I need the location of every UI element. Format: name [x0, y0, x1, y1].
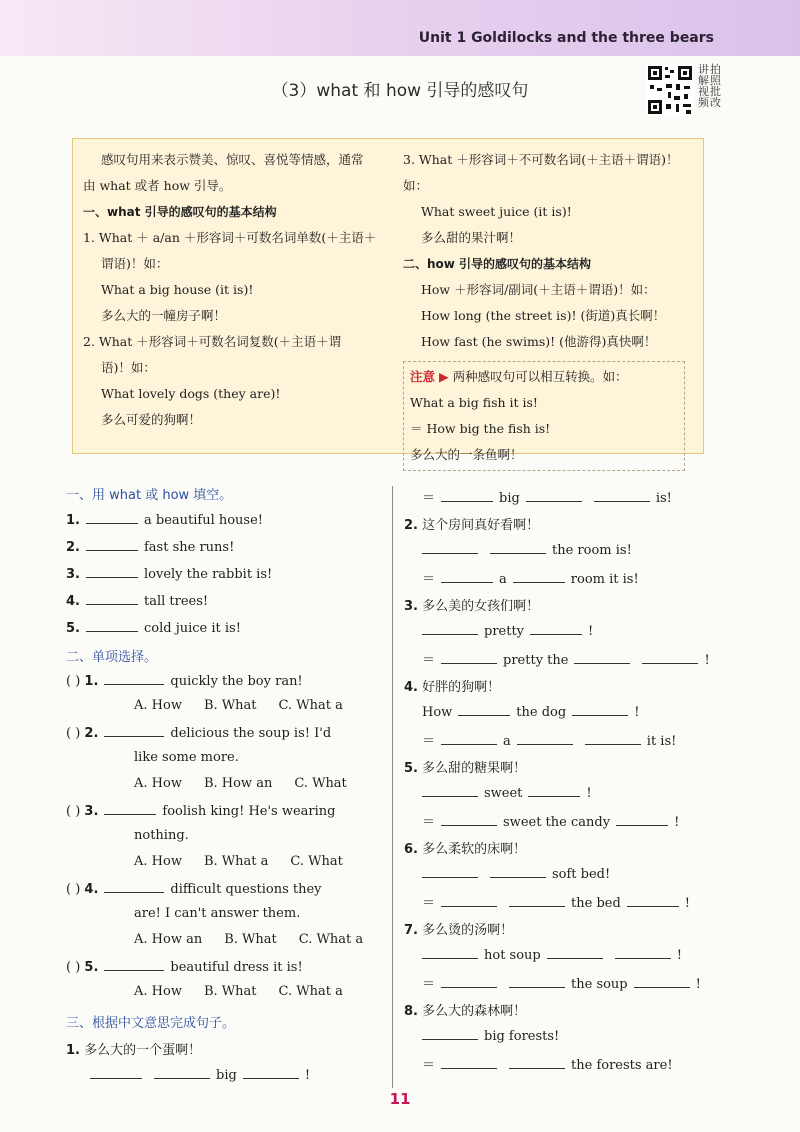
given-word: room it is! [570, 572, 639, 587]
item-text: lovely the rabbit is! [143, 567, 273, 582]
answer-blank[interactable] [422, 946, 478, 959]
sentence-prompt [404, 919, 513, 938]
choice-options [134, 854, 365, 869]
punctuation: ! [704, 653, 710, 668]
list-item [66, 538, 234, 555]
option-a[interactable]: A. How [134, 984, 182, 999]
answer-blank[interactable] [104, 724, 164, 737]
given-word: pretty [484, 624, 525, 639]
choice-question [66, 802, 336, 819]
given-word: the bed [571, 896, 621, 911]
sentence-prompt [404, 595, 539, 614]
chinese-prompt: 好胖的狗啊！ [422, 680, 501, 695]
choice-question [66, 958, 303, 975]
punctuation: ! [674, 815, 680, 830]
option-c[interactable]: C. What a [278, 698, 343, 713]
answer-blank[interactable] [458, 703, 510, 716]
rule-left-column [83, 147, 383, 433]
answer-blank[interactable] [441, 732, 497, 745]
answer-line [416, 946, 682, 963]
answer-blank[interactable] [422, 541, 478, 554]
answer-blank[interactable] [526, 489, 582, 502]
section-title: （3）what 和 how 引导的感叹句 [271, 81, 529, 101]
answer-blank[interactable] [616, 813, 668, 826]
choice-options [134, 698, 365, 713]
rule-3-translation: 多么甜的果汁啊！ [421, 230, 522, 245]
given-word: big forests! [484, 1029, 560, 1044]
given-word: sweet the candy [503, 815, 611, 830]
item-number: 5. [66, 621, 80, 636]
given-word: big [499, 491, 520, 506]
answer-blank[interactable] [86, 619, 138, 632]
item-number: 2. [404, 518, 418, 533]
rule-intro-2: 由 what 或者 how 引导。 [83, 178, 232, 193]
part1-title: 一、用 what 或 how 填空。 [66, 488, 233, 503]
item-text: foolish king! He's wearing [162, 804, 336, 819]
item-number: 6. [404, 842, 418, 857]
rule-3: 3. What ＋形容词＋不可数名词(＋主语＋谓语)！如： [403, 152, 679, 193]
answer-blank[interactable] [530, 622, 582, 635]
grammar-rule-box [72, 138, 704, 462]
given-word: soft bed! [552, 867, 611, 882]
answer-blank[interactable] [422, 622, 478, 635]
answer-blank[interactable] [615, 946, 671, 959]
answer-blank[interactable] [574, 651, 630, 664]
answer-blank[interactable] [594, 489, 650, 502]
answer-line [416, 865, 610, 882]
option-b[interactable]: B. How an [203, 776, 273, 791]
answer-blank[interactable] [585, 732, 641, 745]
header-band [0, 0, 800, 56]
chinese-prompt: 多么美的女孩们啊！ [422, 599, 540, 614]
rule-2-translation: 多么可爱的狗啊！ [101, 412, 202, 427]
answer-blank[interactable] [441, 813, 497, 826]
answer-line [422, 811, 679, 830]
item-number: 3. [66, 567, 80, 582]
answer-line [422, 973, 701, 992]
answer-line [422, 1054, 673, 1073]
sentence-prompt [404, 1000, 526, 1019]
answer-blank[interactable] [528, 784, 580, 797]
note-example-2: ＝ How big the fish is! [410, 421, 551, 436]
answer-line [416, 622, 593, 639]
answer-blank[interactable] [422, 1027, 478, 1040]
question-continuation: are! I can't answer them. [134, 906, 301, 921]
answer-line [422, 703, 639, 720]
option-a[interactable]: A. How [134, 776, 182, 791]
item-number: 2. [66, 540, 80, 555]
option-c[interactable]: C. What a [298, 932, 364, 947]
chinese-prompt: 多么大的一个蛋啊！ [84, 1043, 202, 1058]
answer-line [84, 1066, 310, 1083]
given-word: big [216, 1068, 237, 1083]
option-b[interactable]: B. What [203, 984, 257, 999]
given-word: sweet [484, 786, 523, 801]
answer-blank[interactable] [509, 975, 565, 988]
punctuation: ! [588, 624, 594, 639]
answer-blank[interactable] [86, 592, 138, 605]
answer-blank[interactable] [154, 1066, 210, 1079]
punctuation: ! [634, 705, 640, 720]
answer-line [422, 487, 672, 506]
item-number: 7. [404, 923, 418, 938]
punctuation: ! [684, 896, 691, 911]
answer-blank[interactable] [642, 651, 698, 664]
rule-1: 1. What ＋ a/an ＋形容词＋可数名词单数(＋主语＋ [83, 230, 377, 245]
equals-sign: ＝ [422, 896, 436, 911]
item-text: quickly the boy ran! [170, 674, 303, 689]
answer-blank[interactable] [634, 975, 690, 988]
item-number: 1. [66, 1043, 80, 1058]
equals-sign: ＝ [422, 977, 436, 992]
answer-blank[interactable] [441, 1056, 497, 1069]
question-continuation: nothing. [134, 828, 189, 843]
answer-blank[interactable] [441, 894, 497, 907]
answer-line [416, 541, 632, 558]
punctuation: ! [695, 977, 701, 992]
chinese-prompt: 多么甜的糖果啊！ [422, 761, 527, 776]
how-structure-heading: 二、how 引导的感叹句的基本结构 [403, 257, 592, 271]
note-text: 两种感叹句可以相互转换。如： [452, 369, 628, 384]
chinese-prompt: 多么柔软的床啊！ [422, 842, 527, 857]
note-box [403, 361, 685, 471]
answer-line [422, 892, 690, 911]
answer-blank[interactable] [547, 946, 603, 959]
item-text: fast she runs! [143, 540, 235, 555]
answer-blank[interactable] [422, 865, 478, 878]
item-number: 3. [404, 599, 418, 614]
sentence-prompt [404, 757, 526, 776]
item-text: difficult questions they [170, 882, 322, 897]
answer-paren[interactable]: ( ) [66, 674, 81, 689]
rule-right-column [403, 147, 697, 471]
choice-options [134, 932, 385, 947]
equals-sign: ＝ [422, 653, 436, 668]
option-a[interactable]: A. How [134, 854, 182, 869]
list-item [66, 592, 208, 609]
choice-options [134, 776, 369, 791]
item-number: 5. [404, 761, 418, 776]
rule-2: 2. What ＋形容词＋可数名词复数(＋主语＋谓 [83, 334, 342, 349]
answer-line [416, 784, 592, 801]
item-text: delicious the soup is! I'd [170, 726, 332, 741]
choice-question [66, 672, 303, 689]
answer-line [422, 730, 676, 749]
option-b[interactable]: B. What a [203, 854, 269, 869]
punctuation: ! [586, 786, 592, 801]
given-word: is! [655, 491, 672, 506]
item-number: 5. [84, 960, 99, 975]
answer-blank[interactable] [86, 565, 138, 578]
choice-question [66, 724, 331, 741]
what-structure-heading: 一、what 引导的感叹句的基本结构 [83, 205, 277, 219]
option-c[interactable]: C. What a [278, 984, 343, 999]
item-number: 4. [404, 680, 418, 695]
given-word: the room is! [552, 543, 632, 558]
answer-blank[interactable] [86, 511, 138, 524]
item-number: 1. [66, 513, 80, 528]
item-number: 4. [84, 882, 99, 897]
note-label: 注意 [410, 369, 436, 384]
answer-blank[interactable] [513, 570, 565, 583]
item-number: 2. [84, 726, 99, 741]
option-a[interactable]: A. How [134, 698, 182, 713]
item-text: a beautiful house! [143, 513, 264, 528]
given-word: the soup [571, 977, 628, 992]
answer-blank[interactable] [441, 489, 493, 502]
part3-title: 三、根据中文意思完成句子。 [66, 1016, 236, 1031]
given-word: the dog [516, 705, 567, 720]
given-word: it is! [646, 734, 677, 749]
list-item [66, 619, 241, 636]
rule-3-example: What sweet juice (it is)! [421, 204, 572, 219]
item-number: 3. [84, 804, 99, 819]
choice-question [66, 880, 322, 897]
rule-2-cont: 语)！如： [101, 360, 156, 375]
note-arrow-icon: ▶ [435, 369, 453, 384]
sentence-prompt [404, 676, 500, 695]
given-word: a [499, 572, 507, 587]
given-word: hot soup [484, 948, 541, 963]
qr-caption: 讲拍解照视批频改 [698, 63, 722, 109]
part2-title: 二、单项选择。 [66, 650, 158, 665]
option-b[interactable]: B. What [224, 932, 277, 947]
sentence-prompt [404, 514, 539, 533]
answer-blank[interactable] [509, 1056, 565, 1069]
chinese-prompt: 多么大的森林啊！ [422, 1004, 527, 1019]
answer-blank[interactable] [104, 802, 156, 815]
answer-blank[interactable] [104, 672, 164, 685]
answer-blank[interactable] [490, 541, 546, 554]
given-word: How [422, 705, 453, 720]
equals-sign: ＝ [422, 734, 436, 749]
answer-blank[interactable] [517, 732, 573, 745]
answer-paren[interactable]: ( ) [66, 804, 81, 819]
note-example-1: What a big fish it is! [410, 395, 538, 410]
option-b[interactable]: B. What [203, 698, 257, 713]
answer-blank[interactable] [572, 703, 628, 716]
choice-options [134, 984, 365, 999]
answer-paren[interactable]: ( ) [66, 882, 81, 897]
item-text: tall trees! [143, 594, 209, 609]
answer-blank[interactable] [490, 865, 546, 878]
answer-blank[interactable] [441, 975, 497, 988]
note-example-3: 多么大的一条鱼啊！ [410, 447, 523, 462]
list-item [66, 565, 272, 582]
answer-blank[interactable] [90, 1066, 142, 1079]
answer-blank[interactable] [104, 880, 164, 893]
equals-sign: ＝ [422, 572, 436, 587]
item-number: 1. [84, 674, 99, 689]
qr-code-icon[interactable] [646, 64, 694, 116]
question-continuation: like some more. [134, 750, 239, 765]
punctuation: ! [304, 1068, 311, 1083]
answer-blank[interactable] [509, 894, 565, 907]
column-divider [392, 486, 393, 1088]
page-number: 11 [389, 1090, 411, 1108]
answer-blank[interactable] [441, 570, 493, 583]
how-rule: How ＋形容词/副词(＋主语＋谓语)！如： [421, 282, 656, 297]
how-example-1: How long (the street is)! (街道)真长啊！ [421, 308, 666, 323]
list-item [66, 511, 263, 528]
option-c[interactable]: C. What [294, 776, 347, 791]
answer-paren[interactable]: ( ) [66, 726, 81, 741]
item-text: cold juice it is! [143, 621, 241, 636]
equals-sign: ＝ [422, 491, 436, 506]
equals-sign: ＝ [422, 815, 436, 830]
given-word: pretty the [503, 653, 569, 668]
rule-intro: 感叹句用来表示赞美、惊叹、喜悦等情感，通常 [101, 152, 364, 167]
answer-blank[interactable] [422, 784, 478, 797]
rule-1-example: What a big house (it is)! [101, 282, 254, 297]
answer-paren[interactable]: ( ) [66, 960, 81, 975]
answer-blank[interactable] [243, 1066, 299, 1079]
answer-blank[interactable] [441, 651, 497, 664]
rule-1-translation: 多么大的一幢房子啊！ [101, 308, 227, 323]
sentence-prompt [66, 1039, 201, 1058]
punctuation: ! [676, 948, 682, 963]
option-a[interactable]: A. How an [134, 932, 203, 947]
option-c[interactable]: C. What [290, 854, 343, 869]
answer-line [416, 1027, 559, 1044]
rule-1-cont: 谓语)！如： [101, 256, 169, 271]
unit-title: Unit 1 Goldilocks and the three bears [418, 30, 714, 46]
given-word: the forests are! [571, 1058, 673, 1073]
rule-2-example: What lovely dogs (they are)! [101, 386, 281, 401]
equals-sign: ＝ [422, 1058, 436, 1073]
answer-blank[interactable] [627, 894, 679, 907]
given-word: a [503, 734, 511, 749]
item-number: 8. [404, 1004, 418, 1019]
answer-blank[interactable] [86, 538, 138, 551]
answer-blank[interactable] [104, 958, 164, 971]
chinese-prompt: 多么烫的汤啊！ [422, 923, 514, 938]
how-example-2: How fast (he swims)! (他游得)真快啊！ [421, 334, 657, 349]
item-number: 4. [66, 594, 80, 609]
sentence-prompt [404, 838, 526, 857]
answer-line [422, 649, 710, 668]
answer-line [422, 568, 639, 587]
chinese-prompt: 这个房间真好看啊！ [422, 518, 540, 533]
item-text: beautiful dress it is! [170, 960, 303, 975]
